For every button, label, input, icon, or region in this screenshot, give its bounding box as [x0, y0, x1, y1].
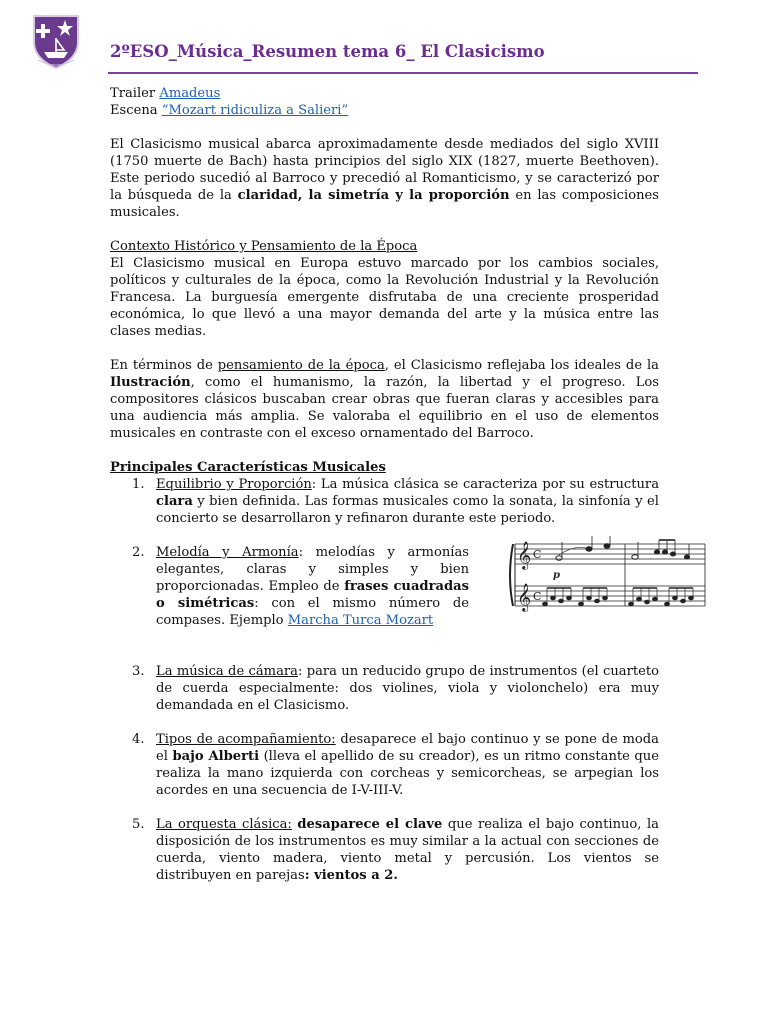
- list-item: [110, 663, 659, 714]
- melody-notes: [556, 536, 690, 560]
- list-item-text-end: que realiza el bajo continuo, la disposición de los instrumentos es muy similar a la actual con secciones de cuerda, viento madera, viento metal y percusión. Los vientos se distribuyen en parejas: [156, 817, 659, 883]
- context-paragraph-2: [110, 357, 659, 442]
- list-number: 4.: [132, 732, 145, 747]
- trailer-label: Trailer: [110, 86, 156, 101]
- scene-label: Escena: [110, 103, 158, 118]
- list-item-text: : para un reducido grupo de instrumentos (el cuarteto de cuerda especialmente: dos violines, viola y violonchelo) era muy demandada en el Clasicismo.: [156, 664, 659, 713]
- amadeus-trailer-link[interactable]: Amadeus: [159, 86, 221, 101]
- document-title: 2ºESO_Música_Resumen tema 6_ El Clasicismo: [110, 42, 545, 61]
- scene-line: [110, 102, 659, 119]
- list-item-title: Equilibrio y Proporción: [156, 477, 312, 492]
- list-item-bold: desaparece el clave: [297, 817, 443, 832]
- list-item: [110, 476, 659, 527]
- context-heading-text: Contexto Histórico y Pensamiento de la Época: [110, 239, 418, 254]
- time-signature: C: [533, 590, 542, 603]
- treble-clef-icon: 𝄞: [517, 583, 532, 611]
- list-item: [110, 816, 659, 884]
- list-item-bold: clara: [156, 494, 193, 509]
- trailer-line: [110, 85, 659, 102]
- treble-clef-icon: 𝄞: [517, 541, 532, 569]
- marcha-turca-link[interactable]: Marcha Turca Mozart: [287, 613, 434, 628]
- p2-text-c: , como el humanismo, la razón, la libertad y el progreso. Los compositores clásicos buscaban crear obras que fueran claras y accesibles para una audiencia más amplia. Se valoraba el equilibrio en el uso de elementos musicales en contraste con el exceso ornamentado del Barroco.: [110, 375, 659, 441]
- list-item: [110, 731, 659, 799]
- list-item-bold: bajo Alberti: [172, 749, 260, 764]
- school-crest-logo: [30, 12, 82, 70]
- context-heading: [110, 238, 659, 255]
- list-item-title: La orquesta clásica:: [156, 817, 292, 832]
- intro-bold: claridad, la simetría y la proporción: [237, 188, 510, 203]
- p2-text-b: , el Clasicismo reflejaba los ideales de la: [384, 358, 659, 373]
- intro-text: El Clasicismo musical abarca aproximadamente desde mediados del siglo XVIII (1750 muerte de Bach) hasta principios del siglo XIX (1827, muerte Beethoven). Este periodo sucedió al Barroco y precedió al Romanticismo, y se caracterizó por la búsqueda de la: [110, 137, 659, 203]
- features-heading-text: Principales Características Musicales: [110, 460, 386, 475]
- list-item-title: La música de cámara: [156, 664, 298, 679]
- brace-icon: [510, 544, 513, 606]
- list-number: 3.: [132, 664, 145, 679]
- list-item-text: : La música clásica se caracteriza por su estructura: [311, 477, 659, 492]
- dynamic-marking: p: [553, 570, 560, 581]
- list-item-title: Tipos de acompañamiento:: [156, 732, 336, 747]
- intro-text-end: en las composiciones musicales.: [110, 188, 659, 220]
- intro-paragraph: [110, 136, 659, 221]
- title-divider: [108, 72, 698, 74]
- mozart-scene-link[interactable]: “Mozart ridiculiza a Salieri”: [161, 103, 349, 118]
- list-item-text: desaparece el bajo continuo y se pone de moda el: [156, 732, 659, 764]
- p2-underlined: pensamiento de la época: [217, 358, 385, 373]
- time-signature: C: [533, 548, 542, 561]
- features-heading: [110, 459, 659, 476]
- list-number: 5.: [132, 817, 145, 832]
- music-score-image: [507, 536, 707, 618]
- context-paragraph-1: El Clasicismo musical en Europa estuvo marcado por los cambios sociales, políticos y culturales de la época, como la Revolución Industrial y la Revolución Francesa. La burguesía emergente disfrutaba de una creciente prosperidad económica, lo que llevó a una mayor demanda del arte y la música entre las clases medias.: [110, 256, 659, 339]
- list-item-bold-end: : vientos a 2.: [304, 868, 398, 883]
- list-number: 1.: [132, 477, 145, 492]
- list-item-text-end: : con el mismo número de compases. Ejemplo: [156, 596, 469, 628]
- list-item-title: Melodía y Armonía: [156, 545, 299, 560]
- list-number: 2.: [132, 545, 145, 560]
- list-item-text: : melodías y armonías elegantes, claras y simples y bien proporcionadas. Empleo de: [156, 545, 470, 594]
- list-item-text-end: (lleva el apellido de su creador), es un ritmo constante que realiza la mano izquierda con corcheas y semicorcheas, se arpegian los acordes en una secuencia de I-V-III-V.: [156, 749, 659, 798]
- list-item-bold: frases cuadradas o simétricas: [156, 579, 469, 611]
- p2-bold: Ilustración: [110, 375, 191, 390]
- list-item-text-end: y bien definida. Las formas musicales como la sonata, la sinfonía y el concierto se desarrollaron y refinaron durante este periodo.: [156, 494, 659, 526]
- p2-text-a: En términos de: [110, 358, 218, 373]
- document-body: [110, 85, 659, 884]
